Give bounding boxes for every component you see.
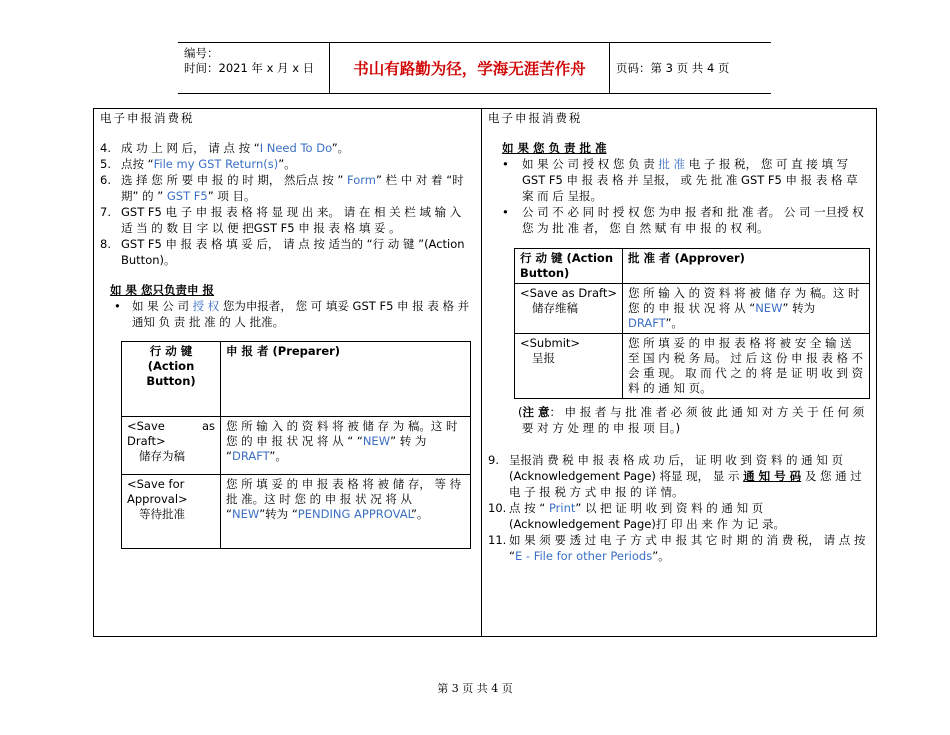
table-header: 批 准 者 (Approver) (623, 249, 870, 284)
action-button-cell: <Save for Approval> 等待批准 (122, 474, 221, 549)
step-link[interactable]: File my GST Return(s) (153, 157, 279, 171)
description-cell: 您 所 填 妥 的 申 报 表 格 将 被 安 全 输 送 至 国 内 税 务 局。 过 后 这 份 申 报 表 格 不 会 重 现。 取 而 代 之 的 将 是 证 明 收 到 资 料 的 通 知 页。 (623, 334, 870, 399)
list-item: 10. 点 按 “ Print” 以 把 证 明 收 到 资 料 的 通 知 页 (Acknowledgement Page)打 印 出 来 作 为 记 录。 (488, 501, 785, 531)
action-button-cell: <Save as Draft> 储存维稿 (515, 284, 623, 334)
page-footer: 第 3 页 共 4 页 (437, 682, 513, 695)
approver-table (514, 248, 870, 399)
column-divider (481, 108, 482, 637)
table-row (515, 249, 870, 284)
list-item: 9. 呈报消 费 税 申 报 表 格 成 功 后， 证 明 收 到 资 料 的 通 知 页 (Acknowledgement Page) 将显 现， 显 示 通 知 号 码 及 您 通 过 电 子 报 税 方 式 申 报 的 详 情。 (488, 453, 862, 499)
step-link[interactable]: I Need To Do (259, 141, 332, 155)
table-row (515, 284, 870, 334)
right-title: 电子申报消费税 (488, 111, 583, 125)
right-steps (488, 452, 871, 564)
list-item: 4. 成 功 上 网 后， 请 点 按 “I Need To Do”。 (100, 141, 350, 155)
list-item: 8. GST F5 申 报 表 格 填 妥 后， 请 点 按 适当的 “行 动 键 ”(Action Button)。 (100, 237, 465, 267)
description-cell: 您 所 填 妥 的 申 报 表 格 将 被 储 存， 等 待 批 准。这 时 您 的 申 报 状 况 将 从 “NEW”转为 “PENDING APPROVAL”。 (221, 474, 471, 549)
table-header: 行 动 键 (Action Button) (515, 249, 623, 284)
table-row (122, 416, 471, 474)
left-title: 电子申报消费税 (100, 111, 195, 125)
list-item: 5. 点按 “File my GST Return(s)”。 (100, 157, 296, 171)
list-item: 7. GST F5 电 子 申 报 表 格 将 显 现 出 来。 请 在 相 关 栏 域 输 入 适 当 的 数 目 字 以 便 把GST F5 申 报 表 格 填 妥 。 (100, 205, 462, 235)
bullet-icon: • (502, 157, 509, 171)
list-item: 6. 选 择 您 所 要 申 报 的 时 期， 然后点 按 ” Form” 栏 中 对 着 “时 期” 的 ” GST F5” 项 目。 (100, 173, 464, 203)
right-lower (488, 404, 871, 564)
right-bullet: • 公 司 不 必 同 时 授 权 您 为申 报 者和 批 准 者。 公 司 一旦授 权 您 为 批 准 者， 您 自 然 赋 有 申 报 的 权 利。 (502, 205, 864, 235)
right-subheading: 如 果 您 负 责 批 准 (502, 141, 607, 155)
note: (注 意： 申 报 者 与 批 准 者 必 须 彼 此 通 知 对 方 关 于 任 何 须 要 对 方 处 理 的 申 报 项 目。) (518, 405, 865, 435)
step-link[interactable]: GST F5 (166, 189, 208, 203)
right-column (488, 110, 871, 236)
left-column (100, 110, 472, 330)
table-header: 申 报 者 (Preparer) (221, 342, 471, 417)
list-item: 11. 如 果 须 要 透 过 电 子 方 式 申 报 其 它 时 期 的 消 费 税， 请 点 按 “E - File for other Periods”。 (488, 533, 866, 563)
left-steps (100, 140, 472, 268)
table-header: 行 动 键 (Action Button) (122, 342, 221, 417)
step-link[interactable]: Form (346, 173, 376, 187)
table-row (122, 474, 471, 549)
action-button-cell: <Submit> 呈报 (515, 334, 623, 399)
right-bullet: • 如 果 公 司 授 权 您 负 责 批 准 电 子 报 税， 您 可 直 接 填 写 GST F5 申 报 表 格 并 呈报， 或 先 批 准 GST F5 申 报 表 格 草 案 而 后 呈报。 (502, 157, 858, 203)
efile-other-periods-link[interactable]: E - File for other Periods (514, 549, 653, 563)
left-subheading: 如 果 您只负责申 报 (110, 283, 215, 297)
bullet-icon: • (114, 299, 121, 313)
authorize-link[interactable]: 授 权 (192, 299, 220, 313)
print-link[interactable]: Print (548, 501, 576, 515)
number-label: 编号： (184, 46, 219, 60)
header-meta (178, 43, 330, 93)
bullet-icon: • (502, 205, 509, 219)
table-row (515, 334, 870, 399)
description-cell: 您 所 输 入 的 资 料 将 被 储 存 为 稿。这 时 您 的 申 报 状 况 将 从 “ “NEW” 转 为 “DRAFT”。 (221, 416, 471, 474)
action-button-cell: <Save as Draft> 储存为稿 (122, 416, 221, 474)
description-cell: 您 所 输 入 的 资 料 将 被 储 存 为 稿。这 时 您 的 申 报 状 况 将 从 “NEW” 转为 DRAFT”。 (623, 284, 870, 334)
header-motto: 书山有路勤为径，学海无涯苦作舟 (330, 43, 610, 93)
header-page-label: 页码：第 3 页 共 4 页 (616, 61, 730, 75)
left-bullet: • 如 果 公 司 授 权 您为申报者， 您 可 填妥 GST F5 申 报 表 格 并 通知 负 责 批 准 的 人 批准。 (114, 299, 470, 329)
preparer-table (121, 341, 471, 549)
page-header (178, 42, 771, 94)
table-row (122, 342, 471, 417)
approve-link[interactable]: 批 准 (658, 157, 686, 171)
time-label: 时间：2021 年 x 月 x 日 (184, 61, 315, 75)
